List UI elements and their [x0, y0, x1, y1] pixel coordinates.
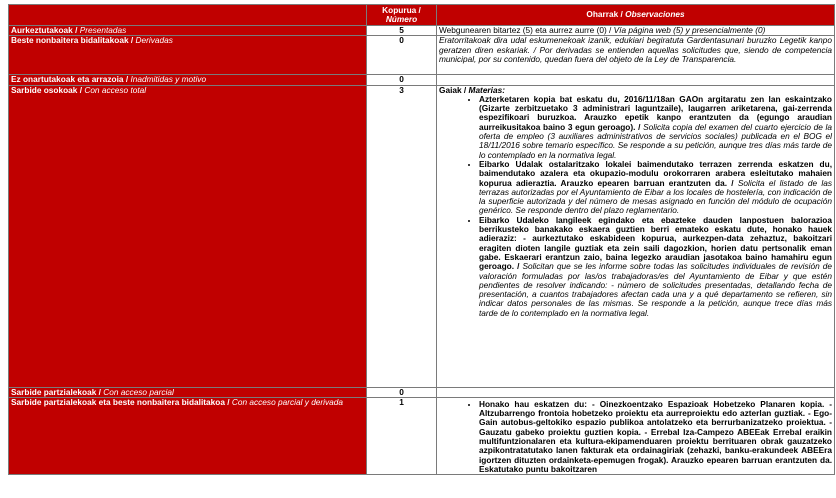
list-item: • Azterketaren kopia bat eskatu du, 2016/11/18an GAOn argitaratu zen lan eskaintzako (Gizarte zerbitzuetako 3 administrari laguntzaile), laugarren ariketarena, gai-zerrenda espezifikoari buruzkoa. Arauzko epetik kanpo erantzuten da (egungo araudian aurreikusitakoa baino 3 egun geroago). / Solicita copia del examen del cuarto ejercicio de la oferta de empleo (3 auxiliares administrativos de servicios sociales) publicada en el BOG el 18/11/2016 sobre temario específico. Se responde a su petición, aunque tres días más tarde de lo contemplado en la normativa legal. [479, 95, 832, 160]
materias-lead: Gaiak / Materias: [439, 84, 505, 95]
row-number: 0 [367, 75, 437, 85]
materias-list [439, 95, 832, 318]
statistics-table [8, 4, 835, 475]
row-category: Ez onartutakoak eta arrazoia / Inadmitidas y motivo [9, 75, 367, 85]
table-row [9, 36, 835, 75]
row-number: 3 [367, 85, 437, 387]
row-number: 5 [367, 26, 437, 36]
header-observations: Oharrak / Observaciones [437, 5, 835, 26]
table-row [9, 397, 835, 474]
table-row [9, 75, 835, 85]
materias-list [439, 398, 832, 474]
row-number: 1 [367, 397, 437, 474]
table-row [9, 26, 835, 36]
row-category: Beste nonbaitera bidalitakoak / Derivadas [9, 36, 367, 75]
row-category: Aurkeztutakoak / Presentadas [9, 26, 367, 36]
list-item: • Eibarko Udaleko langileek egindako eta ebazteke dauden lanpostuen balorazioa berrikusteko banakako eskaera guztien berri emateko eskatu dute, honako hauek adieraziz: - aurkeztutako eskabideen kopurua, aurkezpen-data zehaztuz, bakoitzari eragiten dioten langile guztiak eta zein saili dagozkion, horien datu pertsonalik eman gabe. Eskaerari erantzun zaio, baina legezko araudian jasotakoa baino hamahiru egun geroago. / Solicitan que se les informe sobre todas las solicitudes individuales de revisión de valoración formuladas por las/os trabajadoras/es del Ayuntamiento de Eibar y que estén pendientes de resolver indicando: - número de solicitudes presentadas, detallando fecha de presentación, a cuantos trabajadores afectan cada una y a qué departamento se refieren, sin indicar datos personales de las mismas. Se responde a la petición, aunque trece días más tarde de lo contemplado en la normativa legal. [479, 216, 832, 318]
row-category: Sarbide osokoak / Con acceso total [9, 85, 367, 387]
row-category: Sarbide partzialekoak / Con acceso parcial [9, 387, 367, 397]
list-item: • Honako hau eskatzen du: - Oinezkoentzako Espazioak Hobetzeko Planaren kopia. - Altzubarrengo frontoia hobetzeko proiektu eta aurreproiektu edo azterlan guztiak. - Ego-Gain autobus-geltokiko espazio publikoa antolatzeko eta berrurbanizatzeko proiektua. - Gauzatu gabeko proiektu guztien kopia. - Errebal Iza-Campezo ABEEak Errebal eraikin multifuntzionalaren eta kultura-ekipamenduaren proiektu berrituaren obrak gauzatzeko azpikontratatutako lanen fakturak eta ordainagiriak (zehazki, banku-erakundeek ABEEra igortzen dituzten ordainketa-epemugen frogak). Arauzko epearen barruan erantzuten da. Eskatutako puntu bakoitzaren [479, 400, 832, 474]
table-row [9, 387, 835, 397]
table-row [9, 85, 835, 387]
row-number: 0 [367, 387, 437, 397]
row-number: 0 [367, 36, 437, 75]
row-observations: Eratorritakoak dira udal eskumenekoak izanik, edukiari begiratuta Gardentasunari buruzko Legetik kanpo geratzen diren eskariak. / Por derivadas se entienden aquellas solicitudes que, siendo de competencia municipal, por su contenido, quedan fuera del objeto de la Ley de Transparencia. [437, 36, 835, 75]
row-category: Sarbide partzialekoak eta beste nonbaitera bidalitakoa / Con acceso parcial y derivada [9, 397, 367, 474]
row-observations [437, 75, 835, 85]
header-number: Kopurua / Número [367, 5, 437, 26]
header-category [9, 5, 367, 26]
row-observations [437, 85, 835, 387]
row-observations: Webgunearen bitartez (5) eta aurrez aurre (0) / Vía página web (5) y presencialmente (0) [437, 26, 835, 36]
row-observations [437, 387, 835, 397]
list-item: • Eibarko Udalak ostalaritzako lokalei baimendutako terrazen zerrenda eskatzen du, baimendutako azalera eta okupazio-modulu orokorraren arabera esleitutako mahaien kopurua adieraztia. Arauzko epearen barruan erantzuten da. / Solicita el listado de las terrazas autorizadas por el Ayuntamiento de Eibar a los locales de hostelería, con indicación de la superficie autorizada y del número de mesas asignado en función del módulo de ocupación genérico. Se responde dentro del plazo reglamentario. [479, 160, 832, 216]
table-header-row [9, 5, 835, 26]
row-observations [437, 397, 835, 474]
